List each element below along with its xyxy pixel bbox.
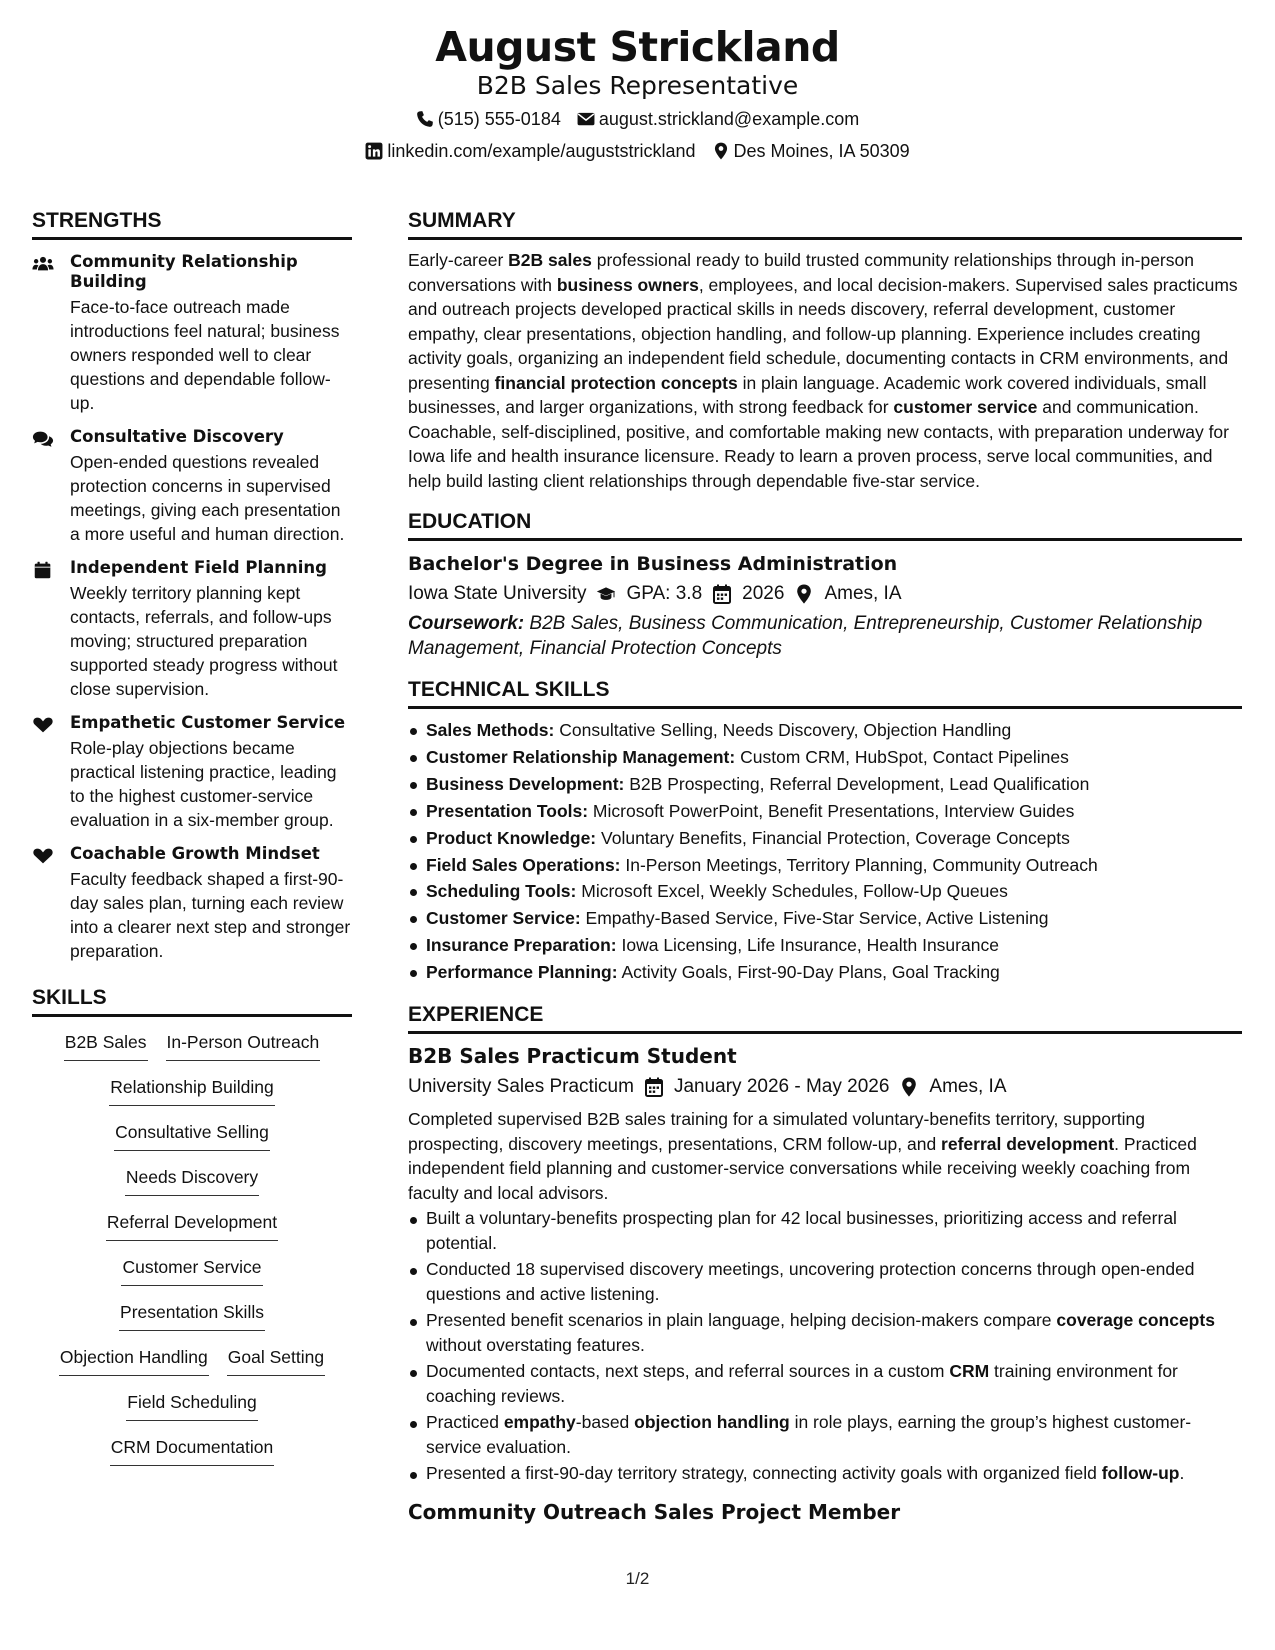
summary-text: Early-career B2B sales professional ready to build trusted community relationships through in-person conversations with business owners, employees, and local decision-makers. Supervised sales practicums and outreach projects developed practical skills in needs discovery, referral development, customer empathy, clear presentations, objection handling, and follow-up planning. Experience includes creating activity goals, organizing an independent field schedule, documenting contacts in CRM environments, and presenting financial protection concepts in plain language. Academic work covered individuals, small businesses, and larger organizations, with strong feedback for customer service and communication. Coachable, self-disciplined, positive, and comfortable making new contacts, with preparation underway for Iowa life and health insurance licensure. Ready to learn a proven process, serve local communities, and help build lasting client relationships through dependable five-star service.	[408, 250, 1238, 491]
school-name: Iowa State University	[408, 583, 587, 604]
linkedin-contact[interactable]	[365, 139, 695, 163]
candidate-name: August Strickland	[435, 23, 840, 71]
envelope-icon	[577, 110, 595, 128]
email-contact[interactable]	[577, 107, 859, 131]
list-item: Business Development: B2B Prospecting, Referral Development, Lead Qualification	[408, 771, 1242, 798]
skill-tag: Customer Service	[121, 1256, 262, 1286]
list-item: Conducted 18 supervised discovery meetings, uncovering protection concerns through open-ended questions and active listening.	[408, 1257, 1242, 1306]
list-item: Product Knowledge: Voluntary Benefits, Financial Protection, Coverage Concepts	[408, 825, 1242, 852]
linkedin-icon	[365, 142, 383, 160]
list-item: Customer Service: Empathy-Based Service, Five-Star Service, Active Listening	[408, 905, 1242, 932]
job-title: Community Outreach Sales Project Member	[408, 1499, 901, 1524]
graduation-year: 2026	[742, 583, 785, 604]
strength-item	[32, 713, 352, 832]
strengths-heading: STRENGTHS	[32, 208, 352, 240]
education-meta	[408, 581, 1242, 607]
skill-tag: Consultative Selling	[114, 1121, 270, 1151]
gpa-text: GPA: 3.8	[626, 583, 703, 604]
list-item: Built a voluntary-benefits prospecting plan for 42 local businesses, prioritizing access and referral potential.	[408, 1206, 1242, 1255]
degree-title: Bachelor's Degree in Business Administration	[408, 553, 898, 575]
location-text: Des Moines, IA 50309	[733, 141, 910, 161]
job-bullets	[408, 1206, 1242, 1486]
skill-tag: Presentation Skills	[119, 1301, 265, 1331]
school-location: Ames, IA	[824, 583, 902, 604]
calendar-icon	[712, 584, 732, 604]
coursework	[408, 612, 1242, 661]
list-item: Performance Planning: Activity Goals, First-90-Day Plans, Goal Tracking	[408, 959, 1242, 986]
job-organization: University Sales Practicum	[408, 1076, 634, 1098]
skills-heading: SKILLS	[32, 985, 352, 1017]
summary-heading: SUMMARY	[408, 208, 1242, 240]
map-pin-icon	[712, 142, 730, 160]
list-item: Documented contacts, next steps, and referral sources in a custom CRM training environment for coaching reviews.	[408, 1359, 1242, 1408]
list-item: Scheduling Tools: Microsoft Excel, Weekly Schedules, Follow-Up Queues	[408, 878, 1242, 905]
skill-tag: Relationship Building	[109, 1076, 274, 1106]
job-description: Completed supervised B2B sales training for a simulated voluntary-benefits territory, supporting prospecting, discovery meetings, presentations, CRM follow-up, and referral development. Practiced independent field planning and customer-service conversations while receiving weekly coaching from faculty and local advisors.	[408, 1109, 1197, 1203]
strength-title: Community Relationship Building	[70, 252, 298, 291]
strength-item	[32, 427, 352, 546]
strength-item	[32, 558, 352, 701]
right-column	[408, 208, 1242, 1525]
resume-header	[0, 22, 1275, 163]
job-dates: January 2026 - May 2026	[673, 1076, 890, 1098]
strength-text: Face-to-face outreach made introductions feel natural; business owners responded well to clear questions and dependable follow-up.	[70, 297, 340, 413]
contact-row-2	[0, 139, 1275, 163]
skill-tag: Referral Development	[106, 1211, 278, 1241]
job-title: B2B Sales Practicum Student	[408, 1044, 737, 1069]
email-text[interactable]: august.strickland@example.com	[598, 109, 860, 129]
phone-icon	[416, 110, 434, 128]
strength-text: Weekly territory planning kept contacts, referrals, and follow-ups moving; structured preparation supported steady progress without close supervision.	[70, 583, 338, 699]
strength-text: Faculty feedback shaped a first-90-day sales plan, turning each review into a clearer next step and stronger preparation.	[70, 869, 351, 961]
strength-item	[32, 844, 352, 963]
coursework-text: B2B Sales, Business Communication, Entrepreneurship, Customer Relationship Management, Financial Protection Concepts	[408, 613, 1203, 659]
skill-tag: In-Person Outreach	[166, 1031, 321, 1061]
technical-skills-heading: TECHNICAL SKILLS	[408, 677, 1242, 709]
map-pin-icon	[794, 584, 814, 604]
page-number: 1/2	[625, 1569, 650, 1588]
list-item: Presented a first-90-day territory strategy, connecting activity goals with organized field follow-up.	[408, 1461, 1242, 1486]
list-item: Field Sales Operations: In-Person Meetings, Territory Planning, Community Outreach	[408, 852, 1242, 879]
skill-tag: Objection Handling	[59, 1346, 209, 1376]
strength-title: Consultative Discovery	[70, 427, 284, 446]
strength-item	[32, 252, 352, 415]
skill-tag: Field Scheduling	[126, 1391, 257, 1421]
strength-text: Open-ended questions revealed protection concerns in supervised meetings, giving each presentation a more useful and human direction.	[70, 452, 345, 544]
graduation-cap-icon	[596, 584, 616, 604]
phone-text: (515) 555-0184	[437, 109, 561, 129]
job-location: Ames, IA	[929, 1076, 1007, 1098]
heart-icon	[32, 847, 54, 865]
skill-tag: Needs Discovery	[125, 1166, 259, 1196]
linkedin-text[interactable]: linkedin.com/example/auguststrickland	[387, 141, 696, 161]
calendar-icon	[32, 561, 54, 579]
technical-skills-list	[408, 717, 1242, 986]
comments-icon	[32, 430, 54, 448]
list-item: Practiced empathy-based objection handling in role plays, earning the group’s highest customer-service evaluation.	[408, 1410, 1242, 1459]
location-contact	[712, 139, 910, 163]
list-item: Presentation Tools: Microsoft PowerPoint, Benefit Presentations, Interview Guides	[408, 798, 1242, 825]
left-column	[32, 208, 352, 1481]
strength-text: Role-play objections became practical listening practice, leading to the highest customer-service evaluation in a six-member group.	[70, 738, 337, 830]
coursework-label: Coursework:	[408, 613, 525, 634]
list-item: Customer Relationship Management: Custom CRM, HubSpot, Contact Pipelines	[408, 744, 1242, 771]
contact-row-1	[0, 107, 1275, 131]
calendar-icon	[644, 1077, 664, 1097]
strength-title: Coachable Growth Mindset	[70, 844, 320, 863]
list-item: Presented benefit scenarios in plain language, helping decision-makers compare coverage concepts without overstating features.	[408, 1308, 1242, 1357]
job-meta	[408, 1074, 1242, 1100]
candidate-title: B2B Sales Representative	[476, 71, 799, 100]
skill-tag: CRM Documentation	[110, 1436, 274, 1466]
skill-tag: B2B Sales	[64, 1031, 148, 1061]
skill-tag: Goal Setting	[227, 1346, 325, 1376]
phone-contact	[416, 107, 561, 131]
education-heading: EDUCATION	[408, 509, 1242, 541]
heart-icon	[32, 716, 54, 734]
map-pin-icon	[899, 1077, 919, 1097]
strength-title: Empathetic Customer Service	[70, 713, 346, 732]
skills-list	[32, 1031, 352, 1481]
people-group-icon	[32, 255, 54, 273]
strength-title: Independent Field Planning	[70, 558, 327, 577]
experience-heading: EXPERIENCE	[408, 1002, 1242, 1034]
list-item: Sales Methods: Consultative Selling, Needs Discovery, Objection Handling	[408, 717, 1242, 744]
list-item: Insurance Preparation: Iowa Licensing, Life Insurance, Health Insurance	[408, 932, 1242, 959]
